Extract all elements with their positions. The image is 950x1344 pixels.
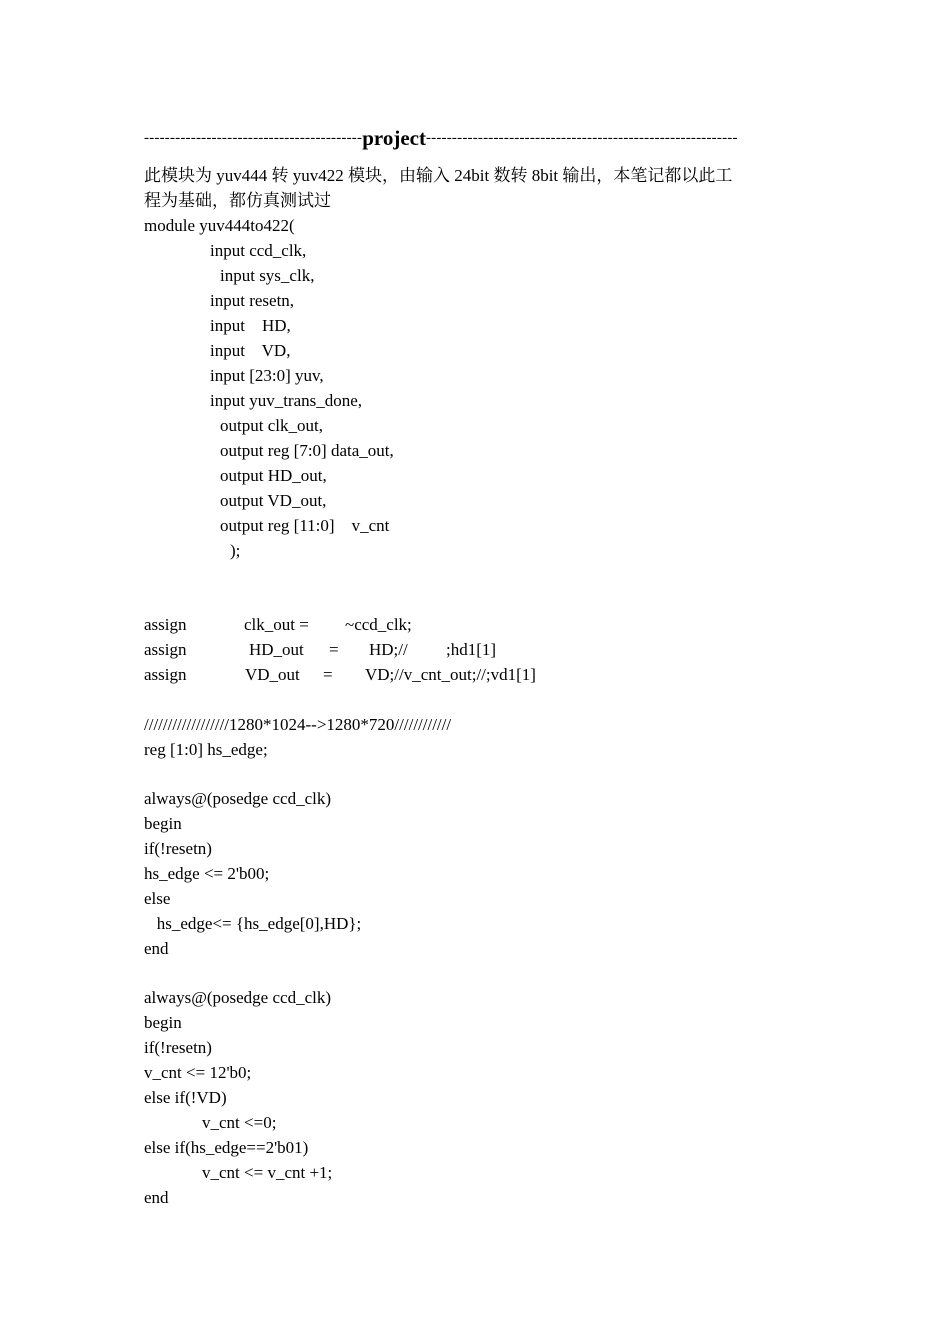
assign-eq: = (323, 665, 333, 684)
port-line: output HD_out, (220, 466, 327, 485)
code-line: else (144, 889, 171, 908)
assign-line (0, 612, 950, 637)
code-line: hs_edge <= 2'b00; (144, 864, 270, 883)
code-line: end (144, 939, 169, 958)
assign-eq: = (329, 640, 339, 659)
intro-line-1: 此模块为 yuv444 转 yuv422 模块，由输入 24bit 数转 8bit 输出，本笔记都以此工 (144, 166, 733, 185)
port-line: output reg [11:0] v_cnt (220, 516, 390, 535)
port-line: input HD, (210, 316, 291, 335)
assign-keyword: assign (144, 640, 187, 659)
code-line: v_cnt <= 12'b0; (144, 1063, 252, 1082)
resize-comment: //////////////////1280*1024-->1280*720//////////// (144, 715, 452, 734)
module-header: module yuv444to422( (144, 216, 295, 235)
assign-rhs: ~ccd_clk; (345, 615, 412, 634)
port-line: input ccd_clk, (210, 241, 307, 260)
assign-lhs: clk_out = (244, 615, 309, 634)
assign-line (0, 662, 950, 687)
reg-declaration: reg [1:0] hs_edge; (144, 740, 268, 759)
section-header (144, 122, 806, 152)
code-line: hs_edge<= {hs_edge[0],HD}; (144, 914, 362, 933)
assign-lhs: HD_out (249, 640, 304, 659)
assign-rhs: VD;//v_cnt_out;//;vd1[1] (365, 665, 536, 684)
port-line: input resetn, (210, 291, 295, 310)
port-line: output VD_out, (220, 491, 327, 510)
code-line: begin (144, 1013, 182, 1032)
assign-tail: ;hd1[1] (446, 640, 497, 659)
assign-rhs: HD;// (369, 640, 408, 659)
code-line: begin (144, 814, 182, 833)
header-dashes-left: ------------------------------------------ (144, 130, 363, 147)
code-line: v_cnt <=0; (202, 1113, 277, 1132)
code-line: always@(posedge ccd_clk) (144, 789, 331, 808)
assign-keyword: assign (144, 665, 187, 684)
code-line: if(!resetn) (144, 839, 212, 858)
port-close: ); (230, 541, 241, 560)
port-line: input [23:0] yuv, (210, 366, 324, 385)
code-line: if(!resetn) (144, 1038, 212, 1057)
assign-keyword: assign (144, 615, 187, 634)
port-line: input sys_clk, (220, 266, 315, 285)
code-line: always@(posedge ccd_clk) (144, 988, 331, 1007)
code-line: v_cnt <= v_cnt +1; (202, 1163, 333, 1182)
code-line: else if(!VD) (144, 1088, 227, 1107)
port-line: output reg [7:0] data_out, (220, 441, 394, 460)
intro-line-2: 程为基础，都仿真测试过 (144, 191, 331, 210)
assign-line (0, 637, 950, 662)
header-dashes-right: ------------------------------------------------------------ (425, 130, 738, 147)
port-line: input yuv_trans_done, (210, 391, 363, 410)
port-line: output clk_out, (220, 416, 323, 435)
code-line: end (144, 1188, 169, 1207)
assign-lhs: VD_out (245, 665, 300, 684)
header-title: project (362, 126, 426, 151)
code-line: else if(hs_edge==2'b01) (144, 1138, 309, 1157)
port-line: input VD, (210, 341, 291, 360)
